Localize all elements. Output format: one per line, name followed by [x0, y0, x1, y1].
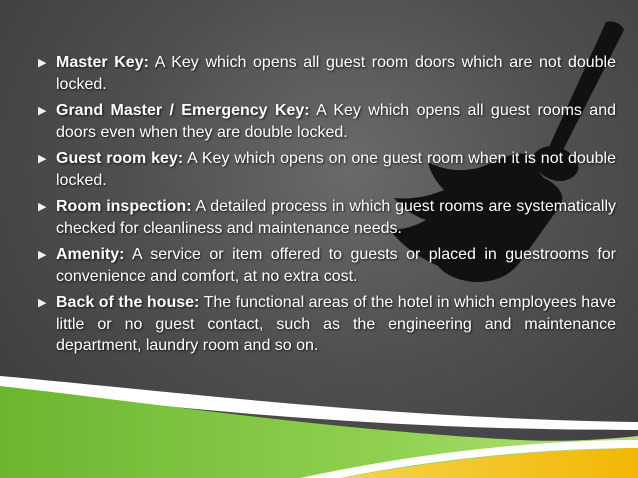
- term-label: Grand Master / Emergency Key:: [56, 102, 310, 119]
- definition-text: A service or item offered to guests or placed in guestrooms for convenience and comfort, at no extra cost.: [56, 246, 616, 285]
- list-item: [38, 244, 616, 287]
- definitions-list: [38, 52, 616, 362]
- list-item: [38, 100, 616, 143]
- bullet-arrow-icon: ▶: [38, 201, 47, 213]
- term-label: Room inspection:: [56, 198, 192, 215]
- list-item-text: [56, 292, 616, 357]
- list-item: [38, 292, 616, 357]
- list-item: [38, 148, 616, 191]
- bullet-arrow-icon: ▶: [38, 105, 47, 117]
- list-item: [38, 52, 616, 95]
- bullet-arrow-icon: ▶: [38, 297, 47, 309]
- list-item-text: [56, 244, 616, 287]
- term-label: Amenity:: [56, 246, 125, 263]
- definition-text: A detailed process in which guest rooms are systematically checked for cleanliness and maintenance needs.: [56, 198, 617, 237]
- list-item-text: [56, 148, 616, 191]
- definition-text: A Key which opens on one guest room when it is not double locked.: [56, 150, 616, 189]
- definition-text: A Key which opens all guest room doors which are not double locked.: [56, 54, 617, 93]
- list-item-text: [56, 52, 616, 95]
- term-label: Back of the house:: [56, 294, 200, 311]
- list-item-text: [56, 196, 616, 239]
- bullet-arrow-icon: ▶: [38, 57, 47, 69]
- definition-text: The functional areas of the hotel in which employees have little or no guest contact, such as the engineering and maintenance department, laundry room and so on.: [56, 294, 616, 354]
- list-item-text: [56, 100, 616, 143]
- bullet-arrow-icon: ▶: [38, 249, 47, 261]
- term-label: Master Key:: [56, 54, 149, 71]
- list-item: [38, 196, 616, 239]
- bullet-arrow-icon: ▶: [38, 153, 47, 165]
- definition-text: A Key which opens all guest rooms and doors even when they are double locked.: [56, 102, 616, 141]
- term-label: Guest room key:: [56, 150, 184, 167]
